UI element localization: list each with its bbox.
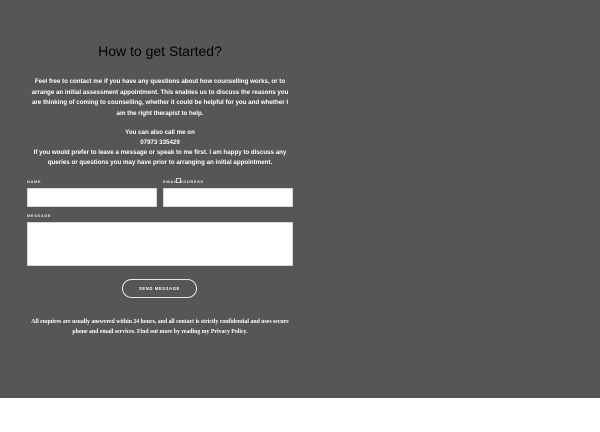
- response-note-text: All enquires are usually answered within 24 hours, and all contact is strictly confidential and uses secure phone and email services. Find out more by reading my: [31, 319, 289, 335]
- name-input[interactable]: [27, 188, 157, 207]
- email-input[interactable]: [163, 188, 293, 207]
- call-info: [27, 128, 293, 168]
- call-suffix: If you would prefer to leave a message or speak to me first. I am happy to discuss any queries or questions you may have prior to arranging an initial appointment.: [33, 149, 287, 166]
- call-prefix: You can also call me on: [125, 129, 195, 136]
- privacy-policy-link[interactable]: Privacy Policy: [210, 328, 247, 335]
- name-label: NAME: [27, 179, 42, 184]
- page-title: How to get Started?: [98, 43, 222, 59]
- response-note: [27, 318, 293, 337]
- intro-text: Feel free to contact me if you have any questions about how counselling works, or to arrange an initial assessment appointment. This enables us to discuss the reasons you are thinking of coming to counselling, whether it could be helpful for you and whether I am the right therapist to help.: [31, 78, 289, 117]
- send-message-button[interactable]: SEND MESSAGE: [122, 279, 197, 298]
- message-label: MESSAGE: [27, 213, 52, 218]
- response-note-end: .: [246, 328, 248, 335]
- phone-number[interactable]: 07973 335429: [140, 139, 180, 146]
- email-label: EMAIL ADDRESS: [163, 179, 204, 184]
- message-textarea[interactable]: [27, 222, 293, 266]
